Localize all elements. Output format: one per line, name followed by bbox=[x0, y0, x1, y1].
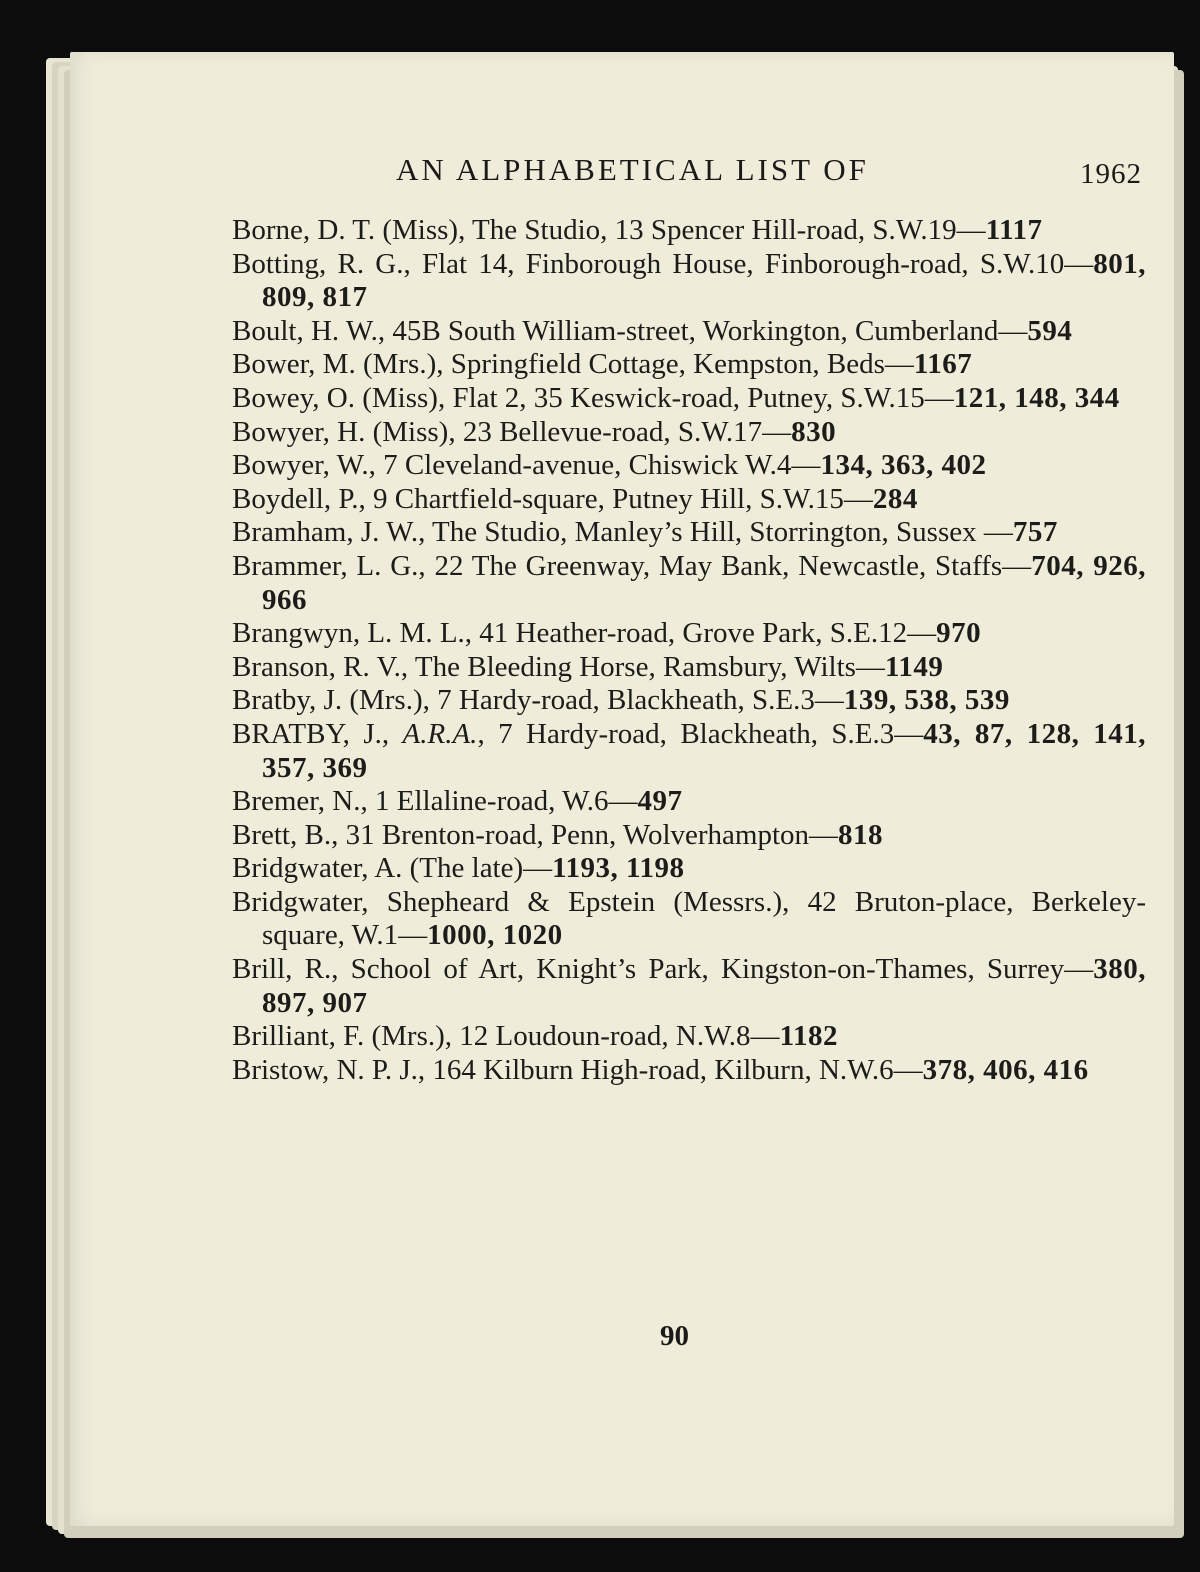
running-header-year: 1962 bbox=[1080, 158, 1142, 190]
entry-address: Brilliant, F. (Mrs.), 12 Loudoun-road, N.W.8— bbox=[232, 1020, 780, 1053]
entry-address: Bowyer, H. (Miss), 23 Bellevue-road, S.W.17— bbox=[232, 415, 792, 448]
directory-entry bbox=[232, 516, 1146, 550]
entry-address: Bristow, N. P. J., 164 Kilburn High-road, Kilburn, N.W.6— bbox=[232, 1053, 923, 1086]
entry-address: Bremer, N., 1 Ellaline-road, W.6— bbox=[232, 785, 638, 818]
directory-entry bbox=[232, 1054, 1146, 1088]
directory-entry bbox=[232, 1020, 1146, 1054]
entry-honour: A.R.A. bbox=[402, 717, 478, 750]
entry-address: Boult, H. W., 45B South William-street, Workington, Cumberland— bbox=[232, 314, 1028, 347]
directory-entry bbox=[232, 550, 1146, 617]
directory-entry bbox=[232, 315, 1146, 349]
entry-catalogue-numbers: 830 bbox=[791, 415, 837, 448]
entry-address: Brett, B., 31 Brenton-road, Penn, Wolverhampton— bbox=[232, 818, 839, 851]
directory-entry bbox=[232, 248, 1146, 315]
entry-address: Bowyer, W., 7 Cleveland-avenue, Chiswick W.4— bbox=[232, 449, 821, 482]
entry-catalogue-numbers: 1149 bbox=[884, 650, 944, 683]
entry-address: Bridgwater, A. (The late)— bbox=[232, 852, 553, 885]
entry-catalogue-numbers: 1182 bbox=[779, 1020, 838, 1053]
directory-entries bbox=[232, 214, 1146, 1087]
entry-catalogue-numbers: 43, 87, 128, 141, 357, 369 bbox=[262, 717, 1146, 784]
directory-entry bbox=[232, 886, 1146, 953]
entry-catalogue-numbers: 704, 926, 966 bbox=[262, 549, 1146, 616]
entry-address: Bratby, J. (Mrs.), 7 Hardy-road, Blackheath, S.E.3— bbox=[232, 684, 844, 717]
running-header: AN ALPHABETICAL LIST OF bbox=[396, 152, 869, 187]
entry-catalogue-numbers: 378, 406, 416 bbox=[922, 1053, 1089, 1086]
directory-entry bbox=[232, 382, 1146, 416]
entry-address: Botting, R. G., Flat 14, Finborough House, Finborough-road, S.W.10— bbox=[232, 247, 1094, 280]
entry-catalogue-numbers: 1117 bbox=[985, 214, 1043, 246]
entry-catalogue-numbers: 497 bbox=[637, 785, 683, 818]
entry-address: Bramham, J. W., The Studio, Manley’s Hill, Storrington, Sussex — bbox=[232, 516, 1013, 549]
directory-entry bbox=[232, 651, 1146, 685]
entry-address: Branson, R. V., The Bleeding Horse, Ramsbury, Wilts— bbox=[232, 650, 885, 683]
entry-address: Brangwyn, L. M. L., 41 Heather-road, Grove Park, S.E.12— bbox=[232, 617, 937, 650]
entry-address: Boydell, P., 9 Chartfield-square, Putney Hill, S.W.15— bbox=[232, 482, 873, 515]
entry-catalogue-numbers: 139, 538, 539 bbox=[843, 684, 1010, 717]
directory-entry bbox=[232, 852, 1146, 886]
entry-catalogue-numbers: 284 bbox=[872, 482, 918, 515]
entry-catalogue-numbers: 380, 897, 907 bbox=[262, 953, 1146, 1019]
entry-address: , 7 Hardy-road, Blackheath, S.E.3— bbox=[477, 717, 924, 750]
page-number: 90 bbox=[660, 1320, 689, 1352]
directory-entry bbox=[232, 785, 1146, 819]
directory-entry bbox=[232, 953, 1146, 1020]
entry-address: Bower, M. (Mrs.), Springfield Cottage, Kempston, Beds— bbox=[232, 348, 914, 381]
entry-catalogue-numbers: 818 bbox=[838, 818, 884, 851]
entry-catalogue-numbers: 1167 bbox=[913, 348, 973, 381]
entry-address: Borne, D. T. (Miss), The Studio, 13 Spencer Hill-road, S.W.19— bbox=[232, 214, 986, 246]
directory-entry bbox=[232, 617, 1146, 651]
entry-address: Brill, R., School of Art, Knight’s Park, Kingston-on-Thames, Surrey— bbox=[232, 953, 1094, 986]
entry-catalogue-numbers: 134, 363, 402 bbox=[820, 449, 987, 482]
entry-catalogue-numbers: 1193, 1198 bbox=[552, 852, 685, 885]
directory-entry bbox=[232, 718, 1146, 785]
entry-catalogue-numbers: 1000, 1020 bbox=[427, 919, 563, 952]
directory-entry bbox=[232, 214, 1146, 248]
entry-address: Bridgwater, Shepheard & Epstein (Messrs.), 42 Bruton-place, Berkeley-square, W.1— bbox=[232, 885, 1146, 952]
entry-catalogue-numbers: 594 bbox=[1027, 314, 1073, 347]
directory-entry bbox=[232, 483, 1146, 517]
directory-entry bbox=[232, 819, 1146, 853]
entry-catalogue-numbers: 801, 809, 817 bbox=[262, 247, 1146, 314]
entry-catalogue-numbers: 757 bbox=[1012, 516, 1058, 549]
entry-address: Bowey, O. (Miss), Flat 2, 35 Keswick-road, Putney, S.W.15— bbox=[232, 381, 954, 414]
entry-address: Brammer, L. G., 22 The Greenway, May Bank, Newcastle, Staffs— bbox=[232, 549, 1032, 582]
directory-entry bbox=[232, 449, 1146, 483]
directory-entry bbox=[232, 348, 1146, 382]
entry-name: BRATBY, J., bbox=[232, 717, 403, 750]
directory-entry bbox=[232, 684, 1146, 718]
entry-catalogue-numbers: 121, 148, 344 bbox=[953, 381, 1120, 414]
directory-entry bbox=[232, 416, 1146, 450]
entry-catalogue-numbers: 970 bbox=[936, 617, 982, 650]
